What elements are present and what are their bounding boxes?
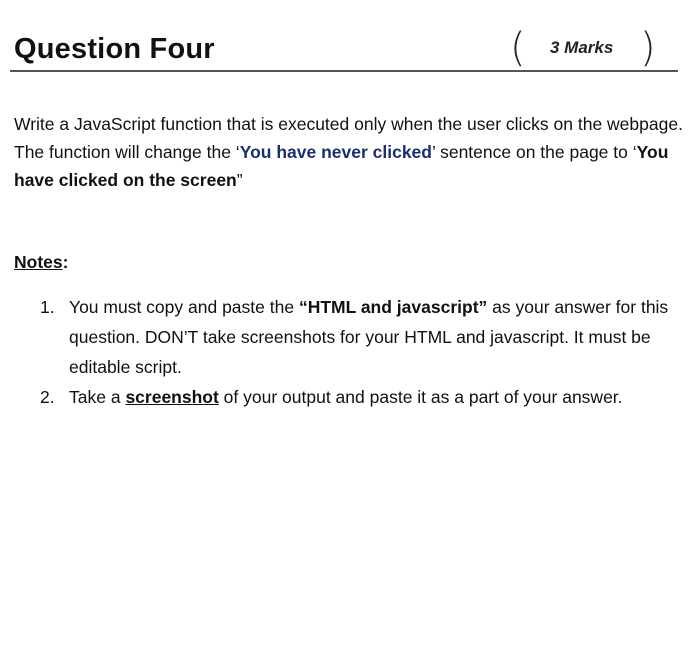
list-item-number: 2. [40, 387, 55, 407]
notes-heading-colon: : [62, 252, 69, 272]
marks-bracket-open: ( [510, 25, 526, 71]
marks-bracket-close: ) [640, 25, 656, 71]
question-instruction: Write a JavaScript function that is executed only when the user clicks on the webpage. [14, 114, 683, 134]
note-text: You must copy and paste the [69, 297, 299, 317]
note-text: as your answer for this question. DON’T take screenshots for your HTML and javascript. It must be editable script. [69, 297, 669, 377]
list-item [40, 292, 680, 382]
detail-text-2: ’ sentence on the page to ‘ [431, 142, 637, 162]
note-underlined-text: screenshot [125, 387, 219, 407]
notes-list [40, 292, 680, 412]
notes-heading-label: Notes [14, 252, 63, 272]
note-bold-text: “HTML and javascript” [298, 297, 488, 317]
question-detail [14, 138, 684, 194]
notes-heading [14, 252, 68, 273]
note-text: Take a [69, 387, 126, 407]
question-title: Question Four [14, 33, 215, 65]
marks-box [510, 25, 660, 72]
title-divider [10, 70, 678, 72]
marks-label: 3 Marks [550, 38, 614, 57]
note-text: of your output and paste it as a part of your answer. [218, 387, 623, 407]
question-body [14, 110, 684, 194]
list-item-number: 1. [40, 297, 55, 317]
new-sentence: You have clicked on the screen [14, 142, 669, 190]
list-item [40, 382, 680, 412]
original-sentence: You have never clicked [239, 142, 432, 162]
detail-text-end: ” [236, 170, 243, 190]
detail-text-1: The function will change the ‘ [14, 142, 240, 162]
